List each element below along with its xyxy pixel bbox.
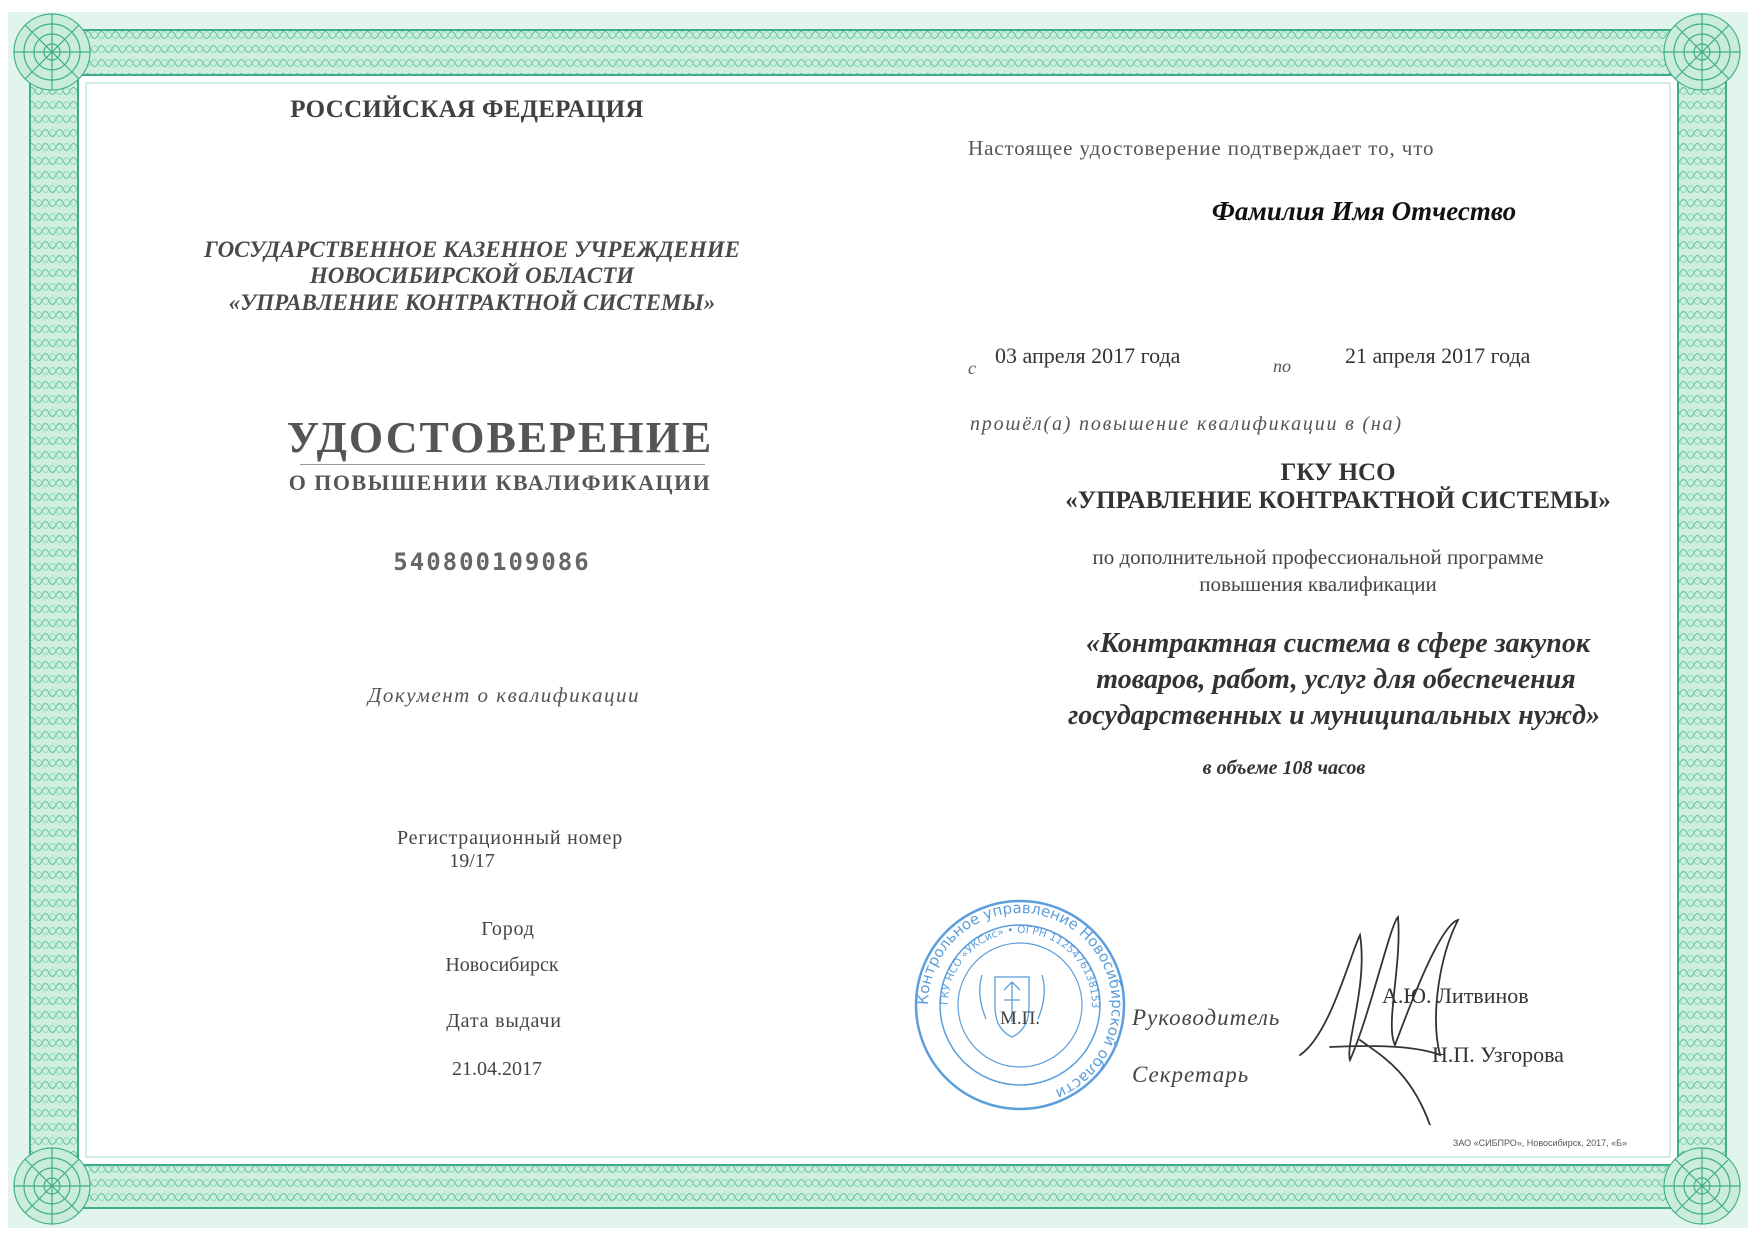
serial-number: 540800109086 — [393, 548, 591, 576]
issuer-line-1: ГОСУДАРСТВЕННОЕ КАЗЕННОЕ УЧРЕЖДЕНИЕ — [203, 237, 741, 262]
course-title-line-2: товаров, работ, услуг для обеспечения — [1096, 664, 1576, 695]
city: Новосибирск — [445, 954, 559, 976]
qualification-text: прошёл(а) повышение квалификации в (на) — [970, 413, 1403, 435]
issuer-line-2: НОВОСИБИРСКОЙ ОБЛАСТИ — [309, 263, 635, 288]
intro-text: Настоящее удостоверение подтверждает то, что — [968, 136, 1435, 160]
training-org-line-2: «УПРАВЛЕНИЕ КОНТРАКТНОЙ СИСТЕМЫ» — [1065, 487, 1611, 514]
secretary-label: Секретарь — [1132, 1062, 1250, 1087]
to-date: 21 апреля 2017 года — [1345, 343, 1531, 368]
training-org-line-1: ГКУ НСО — [1280, 459, 1396, 486]
corner-rosette-br — [1664, 1148, 1740, 1224]
program-line-1: по дополнительной профессиональной программе — [1092, 545, 1544, 569]
head-label: Руководитель — [1132, 1005, 1281, 1030]
head-name: А.Ю. Литвинов — [1382, 983, 1529, 1008]
from-label: с — [968, 358, 976, 378]
seal-inner-text: ГКУ НСО «УКСис» • ОГРН 1125476138153 — [938, 923, 1102, 1009]
course-volume: в объеме 108 часов — [1202, 757, 1366, 779]
from-date: 03 апреля 2017 года — [995, 343, 1181, 368]
stamp-mark: М.П. — [999, 1008, 1041, 1029]
course-title-line-1: «Контрактная система в сфере закупок — [1085, 628, 1591, 659]
city-label: Город — [481, 918, 535, 940]
seal-outer-text: Контрольное управление Новосибирской области — [913, 898, 1127, 1104]
corner-rosette-tl — [14, 14, 90, 90]
corner-rosette-bl — [14, 1148, 90, 1224]
program-line-2: повышения квалификации — [1199, 572, 1437, 596]
country-heading: РОССИЙСКАЯ ФЕДЕРАЦИЯ — [290, 96, 644, 123]
official-seal — [910, 895, 1130, 1115]
document-type: Документ о квалификации — [368, 683, 640, 707]
course-title-line-3: государственных и муниципальных нужд» — [1067, 700, 1601, 731]
document-subtitle: О ПОВЫШЕНИИ КВАЛИФИКАЦИИ — [288, 470, 712, 495]
issue-date-label: Дата выдачи — [446, 1010, 562, 1032]
printer-imprint: ЗАО «СИБПРО», Новосибирск, 2017, «Б» — [1452, 1138, 1628, 1148]
reg-number: 19/17 — [449, 850, 495, 872]
secretary-name: Н.П. Узгорова — [1432, 1042, 1564, 1067]
document-title: УДОСТОВЕРЕНИЕ — [286, 413, 714, 462]
corner-rosette-tr — [1664, 14, 1740, 90]
person-name: Фамилия Имя Отчество — [1211, 196, 1517, 226]
to-label: по — [1273, 356, 1291, 376]
reg-number-label: Регистрационный номер — [397, 827, 623, 849]
signature-scribble — [1290, 895, 1490, 1125]
title-divider — [300, 464, 705, 465]
issuer-line-3: «УПРАВЛЕНИЕ КОНТРАКТНОЙ СИСТЕМЫ» — [228, 290, 716, 315]
issue-date: 21.04.2017 — [452, 1058, 542, 1080]
